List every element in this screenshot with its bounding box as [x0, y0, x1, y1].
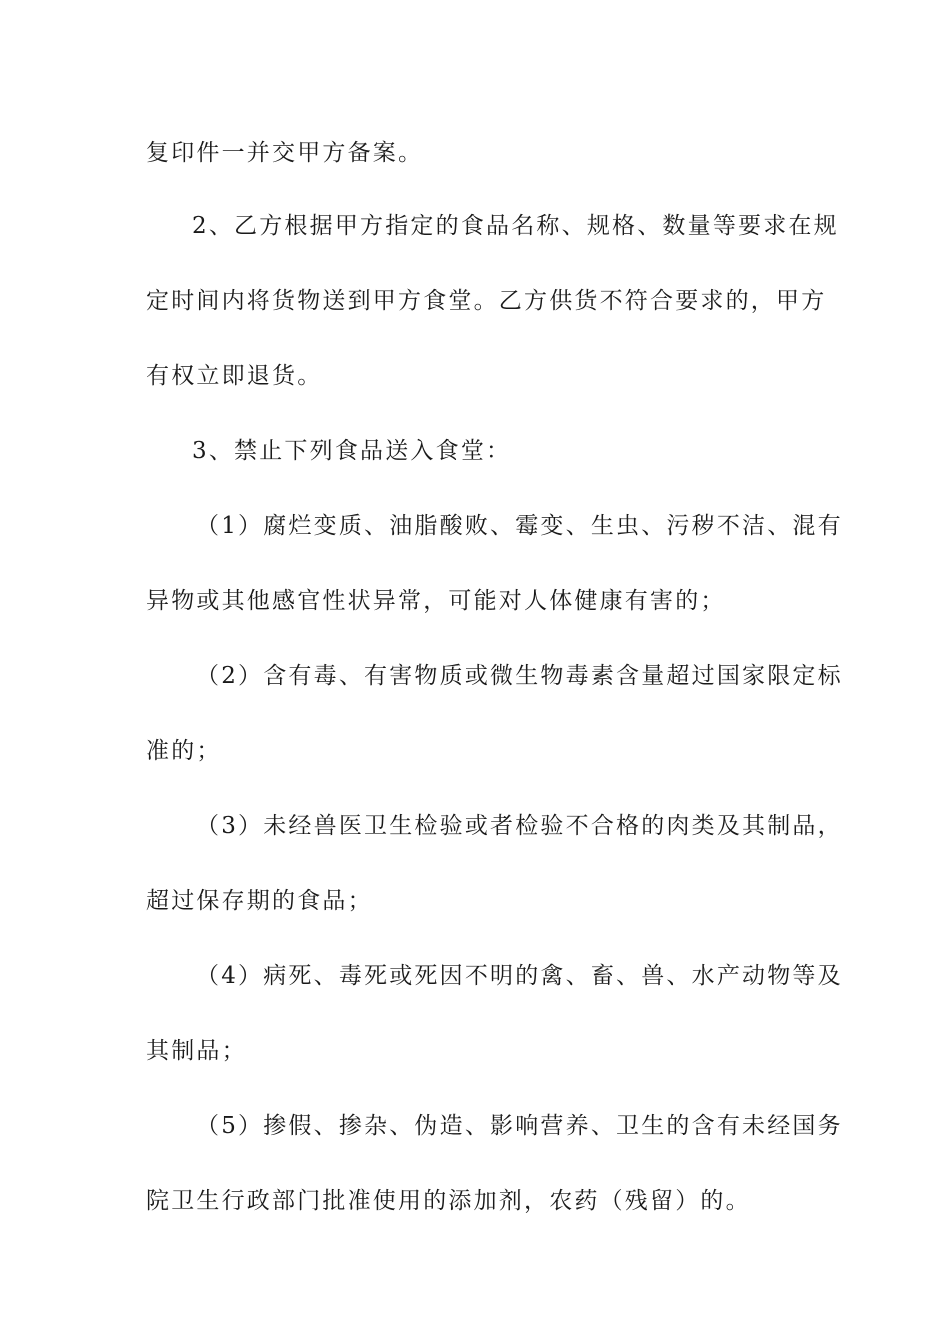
item-1-line-2: 异物或其他感官性状异常，可能对人体健康有害的；: [146, 588, 726, 614]
clause-3-heading: 3、禁止下列食品送入食堂：: [192, 438, 512, 464]
item-3-line-1: （3）未经兽医卫生检验或者检验不合格的肉类及其制品，: [196, 813, 843, 839]
clause-2-line-3: 有权立即退货。: [146, 363, 323, 389]
item-4-line-1: （4）病死、毒死或死因不明的禽、畜、兽、水产动物等及: [196, 963, 843, 989]
item-2-line-2: 准的；: [146, 738, 222, 764]
item-2-line-1: （2）含有毒、有害物质或微生物毒素含量超过国家限定标: [196, 663, 843, 689]
item-5-line-1: （5）掺假、掺杂、伪造、影响营养、卫生的含有未经国务: [196, 1113, 843, 1139]
text-line-continuation: 复印件一并交甲方备案。: [146, 140, 424, 166]
item-1-line-1: （1）腐烂变质、油脂酸败、霉变、生虫、污秽不洁、混有: [196, 513, 843, 539]
item-5-line-2: 院卫生行政部门批准使用的添加剂，农药（残留）的。: [146, 1188, 751, 1214]
clause-2-line-1: 2、乙方根据甲方指定的食品名称、规格、数量等要求在规: [192, 213, 839, 239]
item-4-line-2: 其制品；: [146, 1038, 247, 1064]
clause-2-line-2: 定时间内将货物送到甲方食堂。乙方供货不符合要求的，甲方: [146, 288, 827, 314]
item-3-line-2: 超过保存期的食品；: [146, 888, 373, 914]
